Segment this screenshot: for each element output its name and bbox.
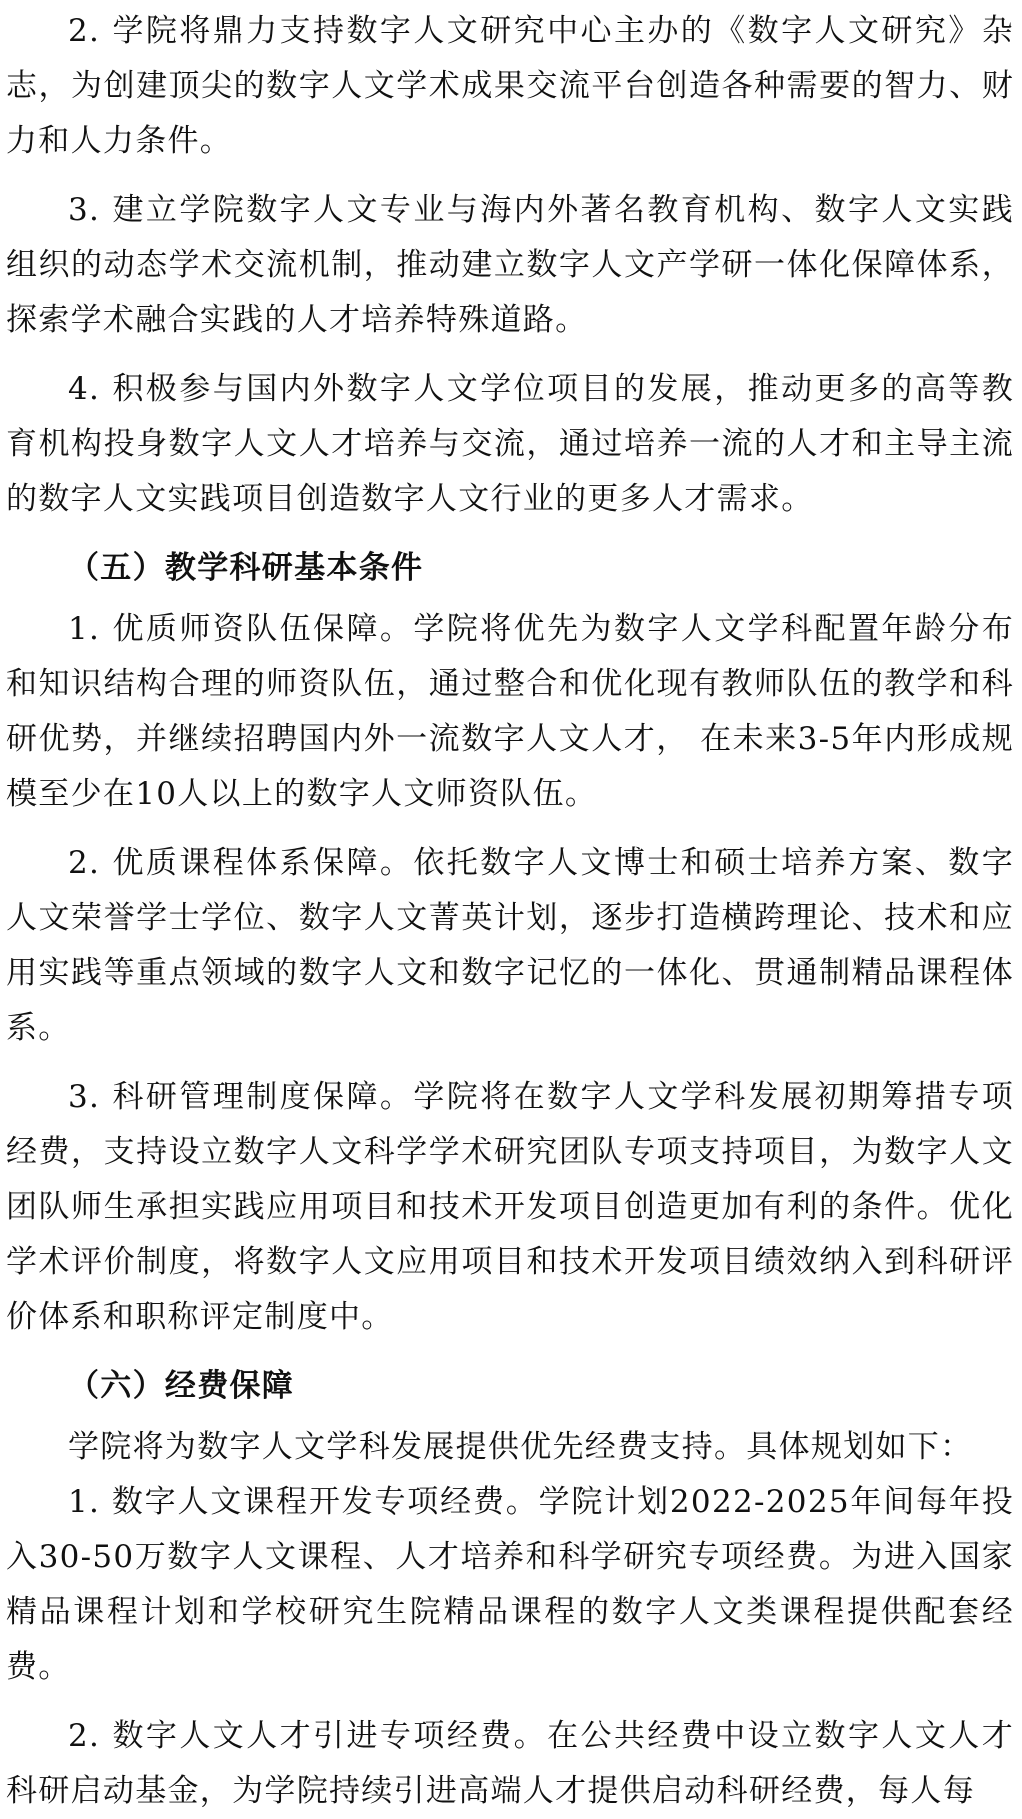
paragraph-exchange-mechanism: 3. 建立学院数字人文专业与海内外著名教育机构、数字人文实践组织的动态学术交流机制，推动建立数字人文产学研一体化保障体系，探索学术融合实践的人才培养特殊道路。 xyxy=(6,192,1014,338)
paragraph-degree-programs: 4. 积极参与国内外数字人文学位项目的发展，推动更多的高等教育机构投身数字人文人才培养与交流，通过培养一流的人才和主导主流的数字人文实践项目创造数字人文行业的更多人才需求。 xyxy=(6,371,1014,517)
section-heading-teaching-conditions: （五）教学科研基本条件 xyxy=(68,550,424,586)
paragraph-faculty-guarantee: 1. 优质师资队伍保障。学院将优先为数字人文学科配置年龄分布和知识结构合理的师资队伍，通过整合和优化现有教师队伍的教学和科研优势，并继续招聘国内外一流数字人文人才， 在未来3-5年内形成规模至少在10人以上的数字人文师资队伍。 xyxy=(6,611,1014,812)
paragraph-journal-support: 2. 学院将鼎力支持数字人文研究中心主办的《数字人文研究》杂志，为创建顶尖的数字人文学术成果交流平台创造各种需要的智力、财力和人力条件。 xyxy=(6,13,1014,159)
paragraph-funding-intro: 学院将为数字人文学科发展提供优先经费支持。具体规划如下： xyxy=(68,1429,973,1465)
section-heading-funding: （六）经费保障 xyxy=(68,1368,295,1404)
paragraph-course-funding: 1. 数字人文课程开发专项经费。学院计划2022-2025年间每年投入30-50万数字人文课程、人才培养和科学研究专项经费。为进入国家精品课程计划和学校研究生院精品课程的数字人文类课程提供配套经费。 xyxy=(6,1484,1014,1685)
paragraph-curriculum-guarantee: 2. 优质课程体系保障。依托数字人文博士和硕士培养方案、数字人文荣誉学士学位、数字人文菁英计划，逐步打造横跨理论、技术和应用实践等重点领域的数字人文和数字记忆的一体化、贯通制精品课程体系。 xyxy=(6,845,1014,1046)
paragraph-research-management: 3. 科研管理制度保障。学院将在数字人文学科发展初期筹措专项经费，支持设立数字人文科学学术研究团队专项支持项目，为数字人文团队师生承担实践应用项目和技术开发项目创造更加有利的条件。优化学术评价制度，将数字人文应用项目和技术开发项目绩效纳入到科研评价体系和职称评定制度中。 xyxy=(6,1079,1014,1335)
paragraph-talent-funding: 2. 数字人文人才引进专项经费。在公共经费中设立数字人文人才科研启动基金，为学院持续引进高端人才提供启动科研经费，每人每 xyxy=(6,1718,1014,1809)
